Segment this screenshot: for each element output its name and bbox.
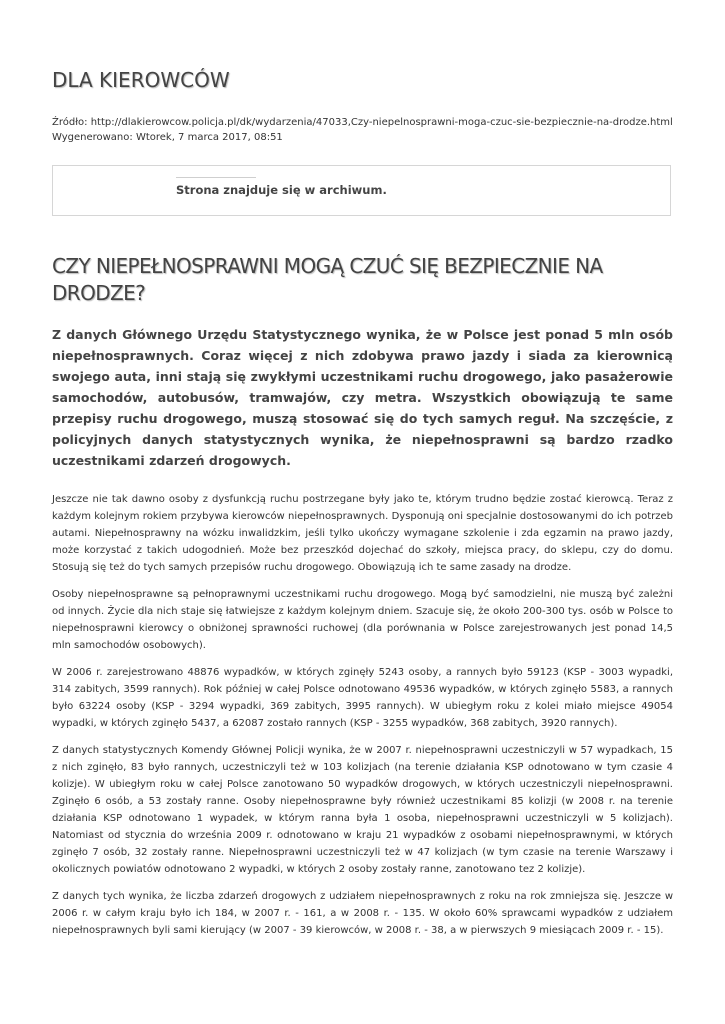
article-paragraph: W 2006 r. zarejestrowano 48876 wypadków, w których zginęły 5243 osoby, a rannych było 59123 (KSP - 3003 wypadki, 314 zabitych, 3599 rannych). Rok później w całej Polsce odnotowano 49536 wypadków, w których zginęło 5583, a rannych było 63224 osoby (KSP - 3294 wypadki, 369 zabitych, 3995 rannych). W ubiegłym roku z kolei miało miejsce 49054 wypadki, w których zginęło 5437, a 62087 zostało rannych (KSP - 3255 wypadków, 368 zabitych, 3920 rannych). <box>52 667 673 729</box>
article-paragraph: Jeszcze nie tak dawno osoby z dysfunkcją ruchu postrzegane były jako te, którym trudno będzie zostać kierowcą. Teraz z każdym kolejnym rokiem przybywa kierowców niepełnosprawnych. Dysponują oni specjalnie dostosowanymi do ich potrzeb autami. Niepełnosprawny na wózku inwalidzkim, jeśli tylko ukończy wymagane szkolenie i zda egzamin na prawo jazdy, może korzystać z takich udogodnień. Może bez przeszkód dojechać do szkoły, miejsca pracy, do sklepu, czy do domu. Stosują się też do tych samych przepisów ruchu drogowego. Obowiązują ich te same zasady na drodze. <box>52 494 673 573</box>
document-meta <box>52 115 673 145</box>
article-lead: Z danych Głównego Urzędu Statystycznego wynika, że w Polsce jest ponad 5 mln osób niepełnosprawnych. Coraz więcej z nich zdobywa prawo jazdy i siada za kierownicą swojego auta, inni stają się zwykłymi uczestnikami ruchu drogowego, jako pasażerowie samochodów, autobusów, tramwajów, czy metra. Wszystkich obowiązują te same przepisy ruchu drogowego, muszą stosować się do tych samych reguł. Na szczęście, z policyjnych danych statystycznych wynika, że niepełnosprawni są bardzo rzadko uczestnikami zdarzeń drogowych. <box>52 327 673 468</box>
article-body <box>52 491 673 949</box>
article-paragraph: Osoby niepełnosprawne są pełnoprawnymi uczestnikami ruchu drogowego. Mogą być samodzielni, nie muszą być zależni od innych. Życie dla nich staje się łatwiejsze z każdym kolejnym dniem. Szacuje się, że około 200-300 tys. osób w Polsce to niepełnosprawni kierowcy o obniżonej sprawności ruchowej (dla porównania w Polsce zarejestrowanych jest ponad 14,5 mln samochodów osobowych). <box>52 589 673 651</box>
article-paragraph: Z danych statystycznych Komendy Głównej Policji wynika, że w 2007 r. niepełnosprawni uczestniczyli w 57 wypadkach, 15 z nich zginęło, 83 było rannych, uczestniczyli też w 103 kolizjach (na terenie działania KSP odnotowano w tym czasie 4 kolizje). W ubiegłym roku w całej Polsce zanotowano 50 wypadków drogowych, w których uczestniczyli niepełnosprawni. Zginęło 6 osób, a 53 zostały ranne. Osoby niepełnosprawne były również uczestnikami 85 kolizji (w 2008 r. na terenie działania KSP odnotowano 1 wypadek, w którym ranna była 1 osoba, niepełnosprawni uczestniczyli w 5 kolizjach). Natomiast od stycznia do września 2009 r. odnotowano w kraju 21 wypadków z osobami niepełnosprawnymi, w których zginęło 7 osób, 32 zostały ranne. Niepełnosprawni uczestniczyli też w 47 kolizjach (w tym czasie na terenie Warszawy i okolicznych powiatów odnotowano 2 wypadki, w których 2 osoby zostały ranne, zanotowano tez 2 kolizje). <box>52 745 673 875</box>
generated-line: Wygenerowano: Wtorek, 7 marca 2017, 08:51 <box>52 132 283 143</box>
archive-divider <box>176 177 256 178</box>
archive-notice-box <box>52 165 671 216</box>
article-title: CZY NIEPEŁNOSPRAWNI MOGĄ CZUĆ SIĘ BEZPIECZNIE NA DRODZE? <box>52 254 603 305</box>
source-line: Źródło: http://dlakierowcow.policja.pl/dk/wydarzenia/47033,Czy-niepelnosprawni-moga-czuc-sie-bezpiecznie-na-drodze.html <box>52 117 673 128</box>
archive-notice: Strona znajduje się w archiwum. <box>176 183 387 197</box>
article-paragraph: Z danych tych wynika, że liczba zdarzeń drogowych z udziałem niepełnosprawnych z roku na rok zmniejsza się. Jeszcze w 2006 r. w całym kraju było ich 184, w 2007 r. - 161, a w 2008 r. - 135. W około 60% sprawcami wypadków z udziałem niepełnosprawnych byli sami kierujący (w 2007 - 39 kierowców, w 2008 r. - 38, a w pierwszych 9 miesiącach 2009 r. - 15). <box>52 891 673 936</box>
site-title: DLA KIEROWCÓW <box>52 68 230 92</box>
